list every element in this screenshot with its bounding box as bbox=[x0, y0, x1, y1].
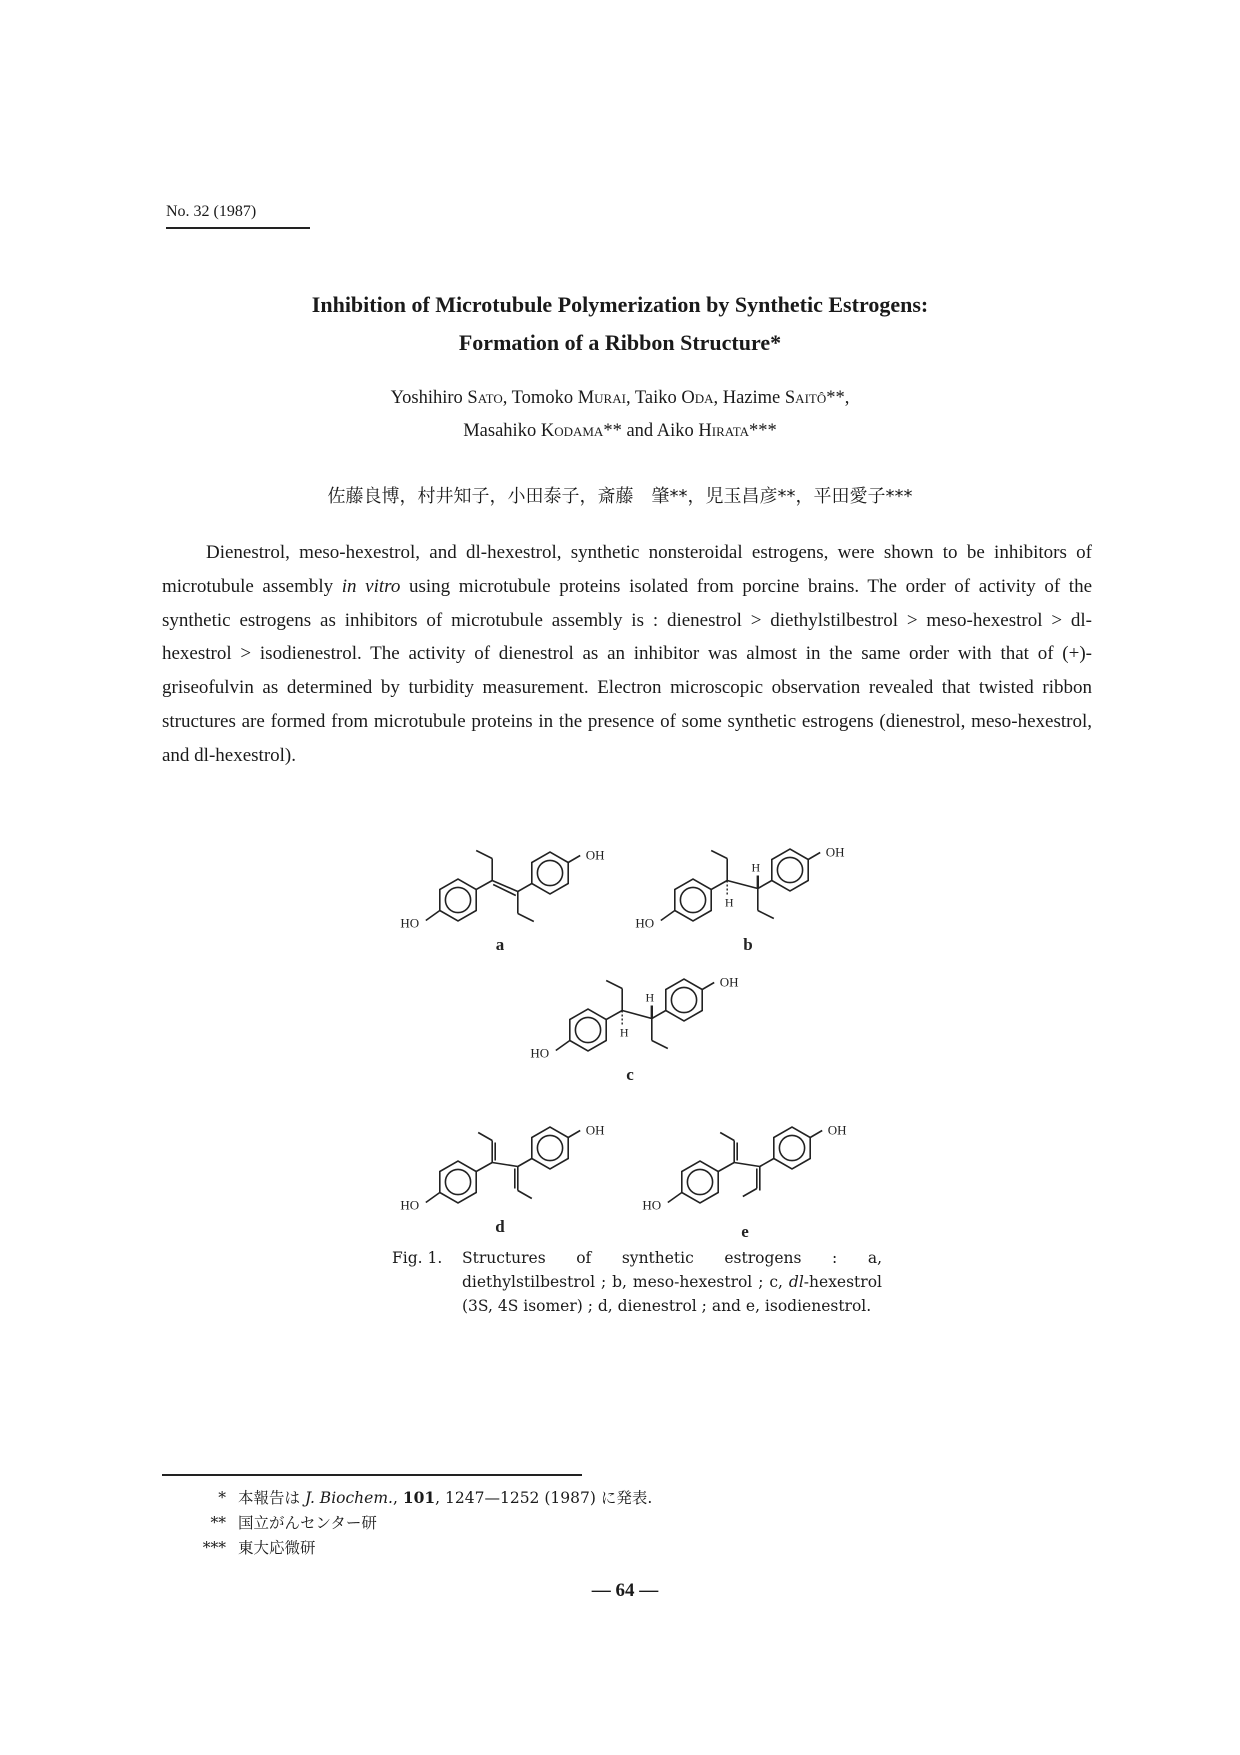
structure-label: a bbox=[495, 935, 505, 954]
title-line-2: Formation of a Ribbon Structure* bbox=[458, 330, 782, 355]
aromatic-circle bbox=[680, 887, 705, 912]
structure-a bbox=[400, 848, 604, 955]
caption-text-1: Structures of synthetic estrogens : a, diethylstilbestrol ; b, meso-hexestrol ; c, bbox=[462, 1249, 882, 1291]
bond bbox=[652, 1041, 668, 1049]
bond bbox=[556, 1041, 570, 1051]
bond bbox=[727, 881, 758, 889]
figure-caption bbox=[392, 1246, 882, 1318]
footnote-mark: *** bbox=[202, 1539, 226, 1557]
bond bbox=[518, 1191, 532, 1199]
bond bbox=[606, 981, 622, 989]
structure-c bbox=[530, 975, 738, 1085]
bond bbox=[518, 1159, 532, 1167]
hydroxyl-label: OH bbox=[825, 844, 845, 860]
paper-title bbox=[0, 286, 1240, 362]
author-name: Taiko Oda, bbox=[630, 388, 719, 408]
abstract-italic: in vitro bbox=[341, 575, 401, 597]
caption-text bbox=[462, 1246, 882, 1318]
author-name: Masahiko Kodama** bbox=[463, 421, 622, 441]
footnote-pages: , 1247—1252 (1987) に発表. bbox=[435, 1489, 653, 1507]
author-list bbox=[0, 382, 1240, 448]
hydrogen-label: H bbox=[619, 1025, 629, 1040]
hydrogen-label: H bbox=[724, 895, 734, 910]
title-line-1: Inhibition of Microtubule Polymerization by Synthetic Estrogens: bbox=[311, 292, 929, 317]
caption-label: Fig. 1. bbox=[392, 1249, 443, 1267]
footnote-volume: 101 bbox=[402, 1488, 436, 1507]
bond bbox=[668, 1193, 682, 1203]
bond bbox=[518, 914, 534, 922]
aromatic-circle bbox=[687, 1169, 712, 1194]
figure-1-structures bbox=[0, 830, 1240, 1250]
aromatic-circle bbox=[445, 887, 470, 912]
bond bbox=[518, 884, 532, 892]
structure-label: b bbox=[743, 935, 753, 954]
hydroxyl-label: OH bbox=[827, 1122, 847, 1138]
bond bbox=[743, 1189, 757, 1197]
bond bbox=[476, 1163, 492, 1172]
bond bbox=[622, 1011, 652, 1019]
bond bbox=[702, 983, 714, 990]
bond bbox=[568, 856, 580, 863]
structure-label: d bbox=[495, 1217, 505, 1236]
footnote-text: 国立がんセンター研 bbox=[238, 1514, 377, 1532]
hydroxyl-label: OH bbox=[719, 974, 739, 990]
aromatic-circle bbox=[777, 857, 802, 882]
hydroxyl-label: HO bbox=[400, 1197, 420, 1213]
bond bbox=[758, 881, 772, 889]
footnote-2 bbox=[170, 1511, 377, 1533]
bond bbox=[476, 881, 492, 890]
hydroxyl-label: HO bbox=[530, 1045, 550, 1061]
page-number: — 64 — bbox=[591, 1580, 659, 1601]
bond bbox=[718, 1163, 734, 1172]
issue-number: No. 32 (1987) bbox=[166, 203, 310, 229]
bond bbox=[426, 1193, 440, 1203]
footnote-divider bbox=[162, 1474, 582, 1476]
author-name: Tomoko Murai, bbox=[507, 388, 631, 408]
bond bbox=[734, 1163, 760, 1167]
bond bbox=[720, 1133, 734, 1141]
authors-japanese: 佐藤良博，村井知子，小田泰子，斎藤 肇**，児玉昌彦**，平田愛子*** bbox=[327, 486, 913, 507]
bond bbox=[426, 911, 440, 921]
structure-e bbox=[642, 1123, 846, 1242]
bond bbox=[711, 851, 727, 859]
structure-label: c bbox=[626, 1065, 634, 1084]
footnote-mark: ** bbox=[210, 1514, 226, 1532]
abstract bbox=[162, 536, 1092, 773]
hydroxyl-label: OH bbox=[585, 847, 605, 863]
bond bbox=[711, 881, 727, 890]
hydroxyl-label: OH bbox=[585, 1122, 605, 1138]
bond bbox=[492, 1163, 518, 1167]
authors-line-2 bbox=[0, 415, 1240, 448]
structure-label: e bbox=[741, 1222, 749, 1241]
bond bbox=[760, 1159, 774, 1167]
aromatic-circle bbox=[537, 1135, 562, 1160]
hydroxyl-label: HO bbox=[635, 915, 655, 931]
caption-text-2: -hexestrol (3S, 4S isomer) ; d, dienestrol ; and e, isodienestrol. bbox=[462, 1273, 882, 1315]
footnote-1 bbox=[170, 1486, 652, 1508]
aromatic-circle bbox=[445, 1169, 470, 1194]
aromatic-circle bbox=[671, 987, 696, 1012]
hydrogen-label: H bbox=[751, 860, 761, 875]
abstract-text-2: using microtubule proteins isolated from porcine brains. The order of activity of the synthetic estrogens as inhibitors of microtubule assembly is : dienestrol > diethylstilbestrol > meso-hexestrol > dl-hexestrol > isodienestrol. The activity of dienestrol as an inhibitor was almost in the same order with that of (+)-griseofulvin as determined by turbidity measurement. Electron microscopic observation revealed that twisted ribbon structures are formed from microtubule proteins in the presence of some synthetic estrogens (dienestrol, meso-hexestrol, and dl-hexestrol). bbox=[162, 575, 1092, 766]
structure-d bbox=[400, 1123, 604, 1237]
footnote-mark: * bbox=[218, 1489, 226, 1507]
footnote-text: 東大応微研 bbox=[238, 1539, 316, 1557]
bond bbox=[808, 853, 820, 860]
author-name: and Aiko Hirata*** bbox=[621, 421, 777, 441]
aromatic-circle bbox=[575, 1017, 600, 1042]
caption-italic: dl bbox=[788, 1273, 804, 1291]
bond bbox=[606, 1011, 622, 1020]
aromatic-circle bbox=[537, 860, 562, 885]
bond bbox=[758, 911, 774, 919]
authors-line-1 bbox=[0, 382, 1240, 415]
structure-b bbox=[635, 845, 844, 955]
bond bbox=[476, 851, 492, 859]
footnote-text: 本報告は bbox=[238, 1489, 305, 1507]
hydroxyl-label: HO bbox=[400, 915, 420, 931]
hydrogen-label: H bbox=[645, 990, 655, 1005]
bond bbox=[661, 911, 675, 921]
aromatic-circle bbox=[779, 1135, 804, 1160]
footnote-3 bbox=[170, 1536, 316, 1558]
bond bbox=[652, 1011, 666, 1019]
hydroxyl-label: HO bbox=[642, 1197, 662, 1213]
footnote-sep: , bbox=[392, 1489, 403, 1507]
bond bbox=[478, 1133, 492, 1141]
footnote-journal: J. Biochem. bbox=[304, 1489, 393, 1507]
abstract-text-1: Dienestrol, meso-hexestrol, and dl-hexestrol, synthetic nonsteroidal estrogens, were shown to be inhibitors of microtubule assembly bbox=[162, 542, 1092, 597]
author-name: Yoshihiro Sato, bbox=[390, 388, 508, 408]
author-name: Hazime Saitô**, bbox=[718, 388, 850, 408]
bond bbox=[810, 1131, 822, 1138]
bond bbox=[568, 1131, 580, 1138]
